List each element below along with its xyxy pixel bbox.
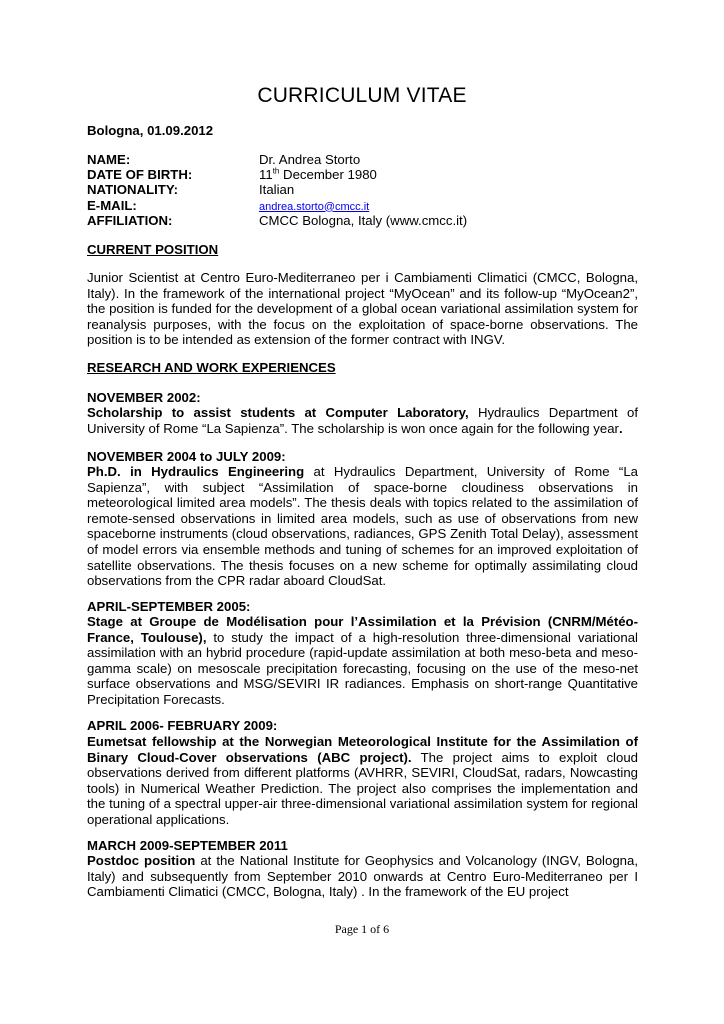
- entry-text: The project aims to exploit cloud observations derived from different platforms (AVHRR, SEVIRI, CloudSat, radars, Nowcasting tools) in Numerical Weather Prediction. The project also comprises the implementation and the tuning of a spectral upper-air three-dimensional variational assimilation system for regional operational applications.: [87, 749, 638, 827]
- entry-text: at the National Institute for Geophysics and Volcanology (INGV, Bologna, Italy) and subsequently from September 2010 onwards at Centro Euro-Mediterraneo per I Cambiamenti Climatici (CMCC, Bologna, Italy) . In the framework of the EU project: [87, 853, 638, 900]
- entry-title: Postdoc position: [87, 853, 196, 868]
- nationality-label: NATIONALITY:: [87, 182, 179, 198]
- entry-description: [87, 464, 638, 589]
- info-row-affiliation: [87, 213, 467, 228]
- email-link[interactable]: andrea.storto@cmcc.it: [259, 200, 370, 213]
- entry-date: NOVEMBER 2002:: [87, 390, 201, 405]
- nationality-value: Italian: [259, 182, 295, 198]
- affiliation-value: CMCC Bologna, Italy (www.cmcc.it): [259, 212, 468, 228]
- page-title: CURRICULUM VITAE: [257, 84, 467, 107]
- entry-text: at Hydraulics Department, University of Rome “La Sapienza”, with subject “Assimilation of space-borne cloudiness observations in meteorological limited area models”. The thesis deals with topics related to the assimilation of remote-sensed observations in limited area models, such as use of observations from new spaceborne instruments (cloud observations, radiances, GPS Zenith Total Delay), assessment of model errors via ensemble methods and tuning of schemes for an improved exploitation of satellite observations. The thesis focuses on a new scheme for optimally assimilating cloud observations from the CPR radar aboard CloudSat.: [87, 464, 638, 589]
- entry-title: Stage at Groupe de Modélisation pour l’Assimilation et la Prévision (CNRM/Météo-France, Toulouse),: [87, 614, 638, 645]
- entry-date: APRIL-SEPTEMBER 2005:: [87, 599, 251, 614]
- entry-description: [87, 734, 638, 828]
- entry-title: Scholarship to assist students at Computer Laboratory,: [87, 405, 469, 420]
- email-label: E-MAIL:: [87, 197, 137, 213]
- entry-description: [87, 614, 638, 708]
- entry-title: Eumetsat fellowship at the Norwegian Meteorological Institute for the Assimilation of Binary Cloud-Cover observations (ABC project).: [87, 734, 638, 765]
- dob-value: [259, 167, 377, 182]
- dob-label: DATE OF BIRTH:: [87, 167, 193, 183]
- research-heading: RESEARCH AND WORK EXPERIENCES: [87, 360, 336, 375]
- dob-month-year: December 1980: [279, 167, 377, 183]
- name-value: Dr. Andrea Storto: [259, 152, 361, 167]
- entry-end: .: [618, 420, 623, 436]
- page-footer: Page 1 of 6: [334, 922, 390, 936]
- entry-date: NOVEMBER 2004 to JULY 2009:: [87, 449, 286, 464]
- personal-info: [87, 152, 467, 228]
- info-row-dob: [87, 167, 467, 182]
- dob-suffix: th: [272, 166, 280, 176]
- current-position-heading: CURRENT POSITION: [87, 242, 219, 257]
- entry-date: MARCH 2009-SEPTEMBER 2011: [87, 838, 288, 853]
- entry-date: APRIL 2006- FEBRUARY 2009:: [87, 718, 278, 733]
- entry-description: [87, 405, 638, 436]
- info-row-nationality: [87, 182, 467, 197]
- entry-text: Hydraulics Department of University of Rome “La Sapienza”. The scholarship is won once again for the following year: [87, 405, 638, 436]
- entry-text: to study the impact of a high-resolution three-dimensional variational assimilation with an hybrid procedure (rapid-update assimilation at both meso-beta and meso-gamma scale) on mesoscale precipitation forecasting, focusing on the use of the meso-net surface observations and MSG/SEVIRI IR radiances. Emphasis on short-range Quantitative Precipitation Forecasts.: [87, 629, 638, 707]
- entry-description: [87, 853, 638, 900]
- affiliation-label: AFFILIATION:: [87, 212, 173, 228]
- name-label: NAME:: [87, 152, 131, 167]
- entry-title: Ph.D. in Hydraulics Engineering: [87, 464, 305, 479]
- info-row-name: [87, 152, 467, 167]
- place-date: Bologna, 01.09.2012: [87, 123, 214, 138]
- dob-day: 11: [259, 167, 273, 183]
- current-position-text: Junior Scientist at Centro Euro-Mediterraneo per i Cambiamenti Climatici (CMCC, Bologna, Italy). In the framework of the international project “MyOcean” and its follow-up “MyOcean2”, the position is funded for the development of a global ocean variational assimilation system for reanalysis purposes, with the focus on the exploitation of space-borne observations. The position is to be intended as extension of the former contract with INGV.: [87, 270, 638, 348]
- info-row-email: [87, 198, 467, 213]
